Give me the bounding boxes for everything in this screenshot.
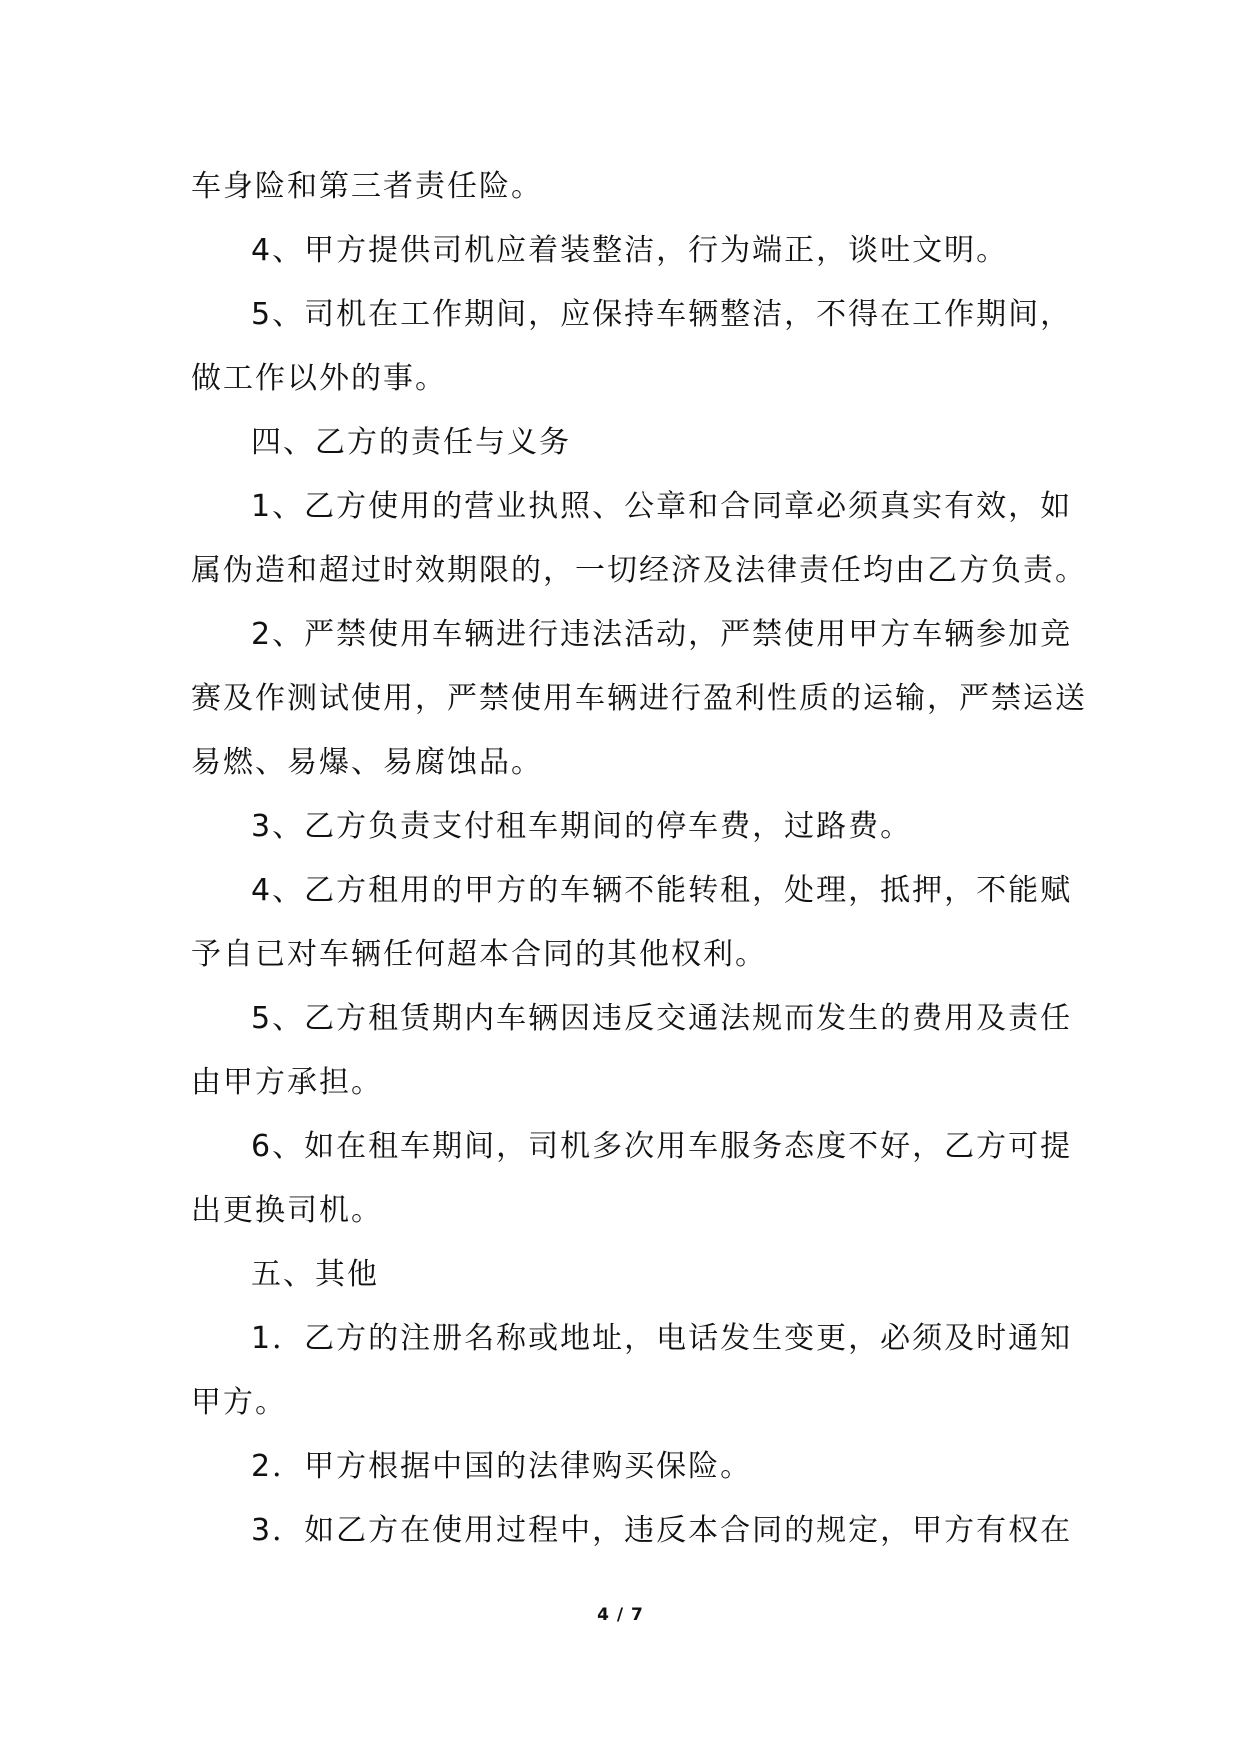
clause-4-5-line-1: 5、乙方租赁期内车辆因违反交通法规而发生的费用及责任: [251, 1001, 1073, 1036]
clause-5-2: 2．甲方根据中国的法律购买保险。: [251, 1449, 753, 1484]
clause-5-3-line-1: 3．如乙方在使用过程中，违反本合同的规定，甲方有权在: [251, 1513, 1073, 1548]
clause-4-2-line-1: 2、严禁使用车辆进行违法活动，严禁使用甲方车辆参加竞: [251, 617, 1073, 652]
clause-4-6-line-2: 出更换司机。: [191, 1193, 383, 1228]
clause-5-1-line-1: 1．乙方的注册名称或地址，电话发生变更，必须及时通知: [251, 1321, 1073, 1356]
clause-4-4-line-1: 4、乙方租用的甲方的车辆不能转租，处理，抵押，不能赋: [251, 873, 1073, 908]
document-body: [191, 155, 1087, 1563]
clause-5-1-line-2: 甲方。: [191, 1385, 287, 1420]
clause-4-6-line-1: 6、如在租车期间，司机多次用车服务态度不好，乙方可提: [251, 1129, 1073, 1164]
clause-4-5-line-2: 由甲方承担。: [191, 1065, 383, 1100]
clause-3-4: 4、甲方提供司机应着装整洁，行为端正，谈吐文明。: [251, 233, 1009, 268]
clause-4-4-line-2: 予自已对车辆任何超本合同的其他权利。: [191, 937, 767, 972]
clause-4-1-line-2: 属伪造和超过时效期限的，一切经济及法律责任均由乙方负责。: [191, 553, 1087, 588]
page-number: 4 / 7: [597, 1605, 644, 1625]
section-5-heading: 五、其他: [251, 1257, 379, 1292]
clause-4-2-line-2: 赛及作测试使用，严禁使用车辆进行盈利性质的运输，严禁运送: [191, 681, 1087, 716]
clause-4-2-line-3: 易燃、易爆、易腐蚀品。: [191, 745, 543, 780]
clause-3-5-line-1: 5、司机在工作期间，应保持车辆整洁，不得在工作期间，: [251, 297, 1073, 332]
clause-3-5-line-2: 做工作以外的事。: [191, 361, 447, 396]
clause-4-3: 3、乙方负责支付租车期间的停车费，过路费。: [251, 809, 913, 844]
section-4-heading: 四、乙方的责任与义务: [251, 425, 571, 460]
clause-4-1-line-1: 1、乙方使用的营业执照、公章和合同章必须真实有效，如: [251, 489, 1073, 524]
paragraph-cont-insurance: 车身险和第三者责任险。: [191, 169, 543, 204]
